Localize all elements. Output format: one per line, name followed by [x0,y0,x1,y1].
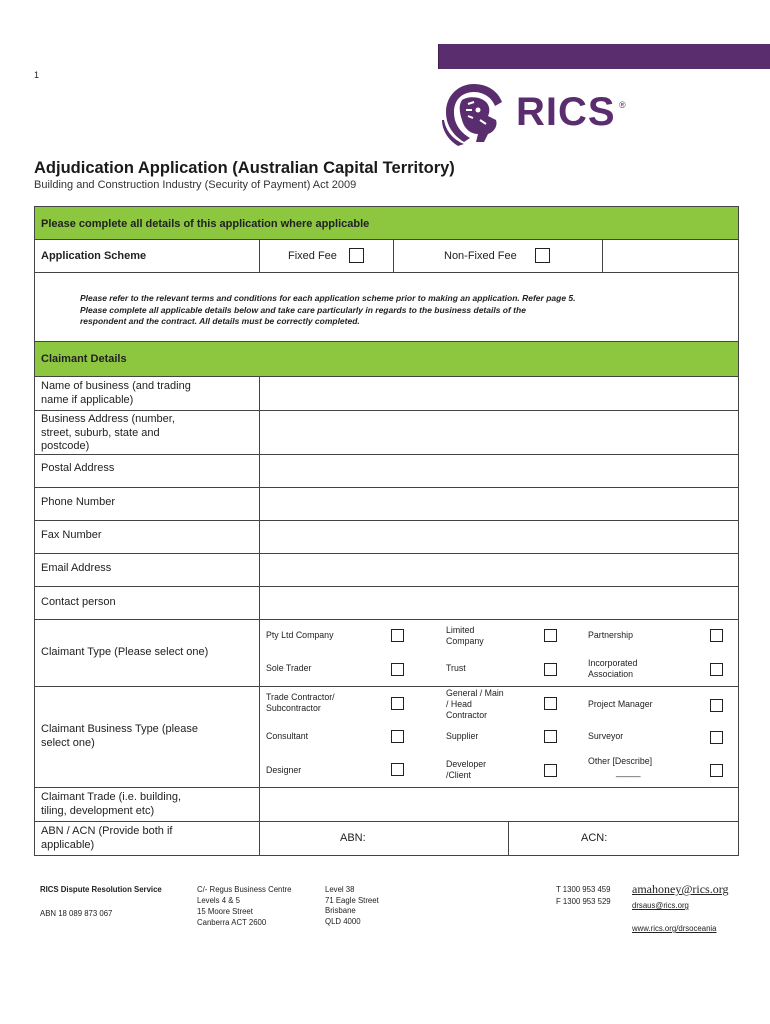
option-consultant: Consultant [266,731,309,741]
scheme-label: Application Scheme [41,250,147,262]
claimant-trade-input[interactable] [259,788,738,821]
note-line: respondent and the contract. All details must be correctly completed. [80,316,360,326]
footer-website-link[interactable]: www.rics.org/drsoceania [632,924,717,933]
limited-company-checkbox[interactable] [544,629,557,642]
footer-address-canberra: C/- Regus Business Centre Levels 4 & 5 15 Moore Street Canberra ACT 2600 [197,885,292,927]
header-purple-bar [438,44,770,69]
note-line: Please refer to the relevant terms and conditions for each application scheme prior to making an application. Refer page 5. [80,293,576,303]
intro-header-text: Please complete all details of this application where applicable [41,218,370,230]
note-line: Please complete all applicable details below and take care particularly in regards to the business details of the [80,304,526,315]
other-checkbox[interactable] [710,764,723,777]
field-label: Email Address [41,562,112,574]
partnership-checkbox[interactable] [710,629,723,642]
option-other-describe: Other [Describe] _____ [588,756,653,777]
general-contractor-checkbox[interactable] [544,697,557,710]
claimant-business-type-row [34,687,739,788]
option-developer-client: Developer /Client [446,759,487,780]
field-row-phone [34,488,739,521]
footer-abn: ABN 18 089 873 067 [40,909,113,918]
field-row-business-address [34,411,739,455]
option-project-manager: Project Manager [588,699,653,709]
logo-wordmark: RICS [516,90,616,134]
field-row-fax [34,521,739,554]
page-number: 1 [34,70,40,80]
registered-mark: ® [619,100,626,110]
footer-email-link[interactable]: amahoney@rics.org [632,882,729,896]
field-label: Phone Number [41,496,115,508]
acn-input[interactable] [508,822,738,855]
claimant-section-title: Claimant Details [41,353,127,365]
abn-input[interactable] [259,822,508,855]
field-row-email [34,554,739,587]
field-label: Fax Number [41,529,102,541]
footer-fax: F 1300 953 529 [556,897,611,906]
trade-contractor-checkbox[interactable] [391,697,404,710]
consultant-checkbox[interactable] [391,730,404,743]
footer-address-brisbane: Level 38 71 Eagle Street Brisbane QLD 4000 [325,885,379,926]
claimant-type-label: Claimant Type (Please select one) [41,646,209,658]
abn-label: ABN: [340,832,366,844]
option-supplier: Supplier [446,731,479,741]
abn-acn-row [34,822,739,856]
option-designer: Designer [266,765,302,775]
option-pty-ltd: Pty Ltd Company [266,630,334,640]
instructions-text [80,293,700,328]
field-row-postal-address [34,455,739,488]
page-subtitle: Building and Construction Industry (Security of Payment) Act 2009 [34,179,357,191]
intro-header-row [34,206,739,240]
instructions-row [34,273,739,342]
option-limited-company: Limited Company [446,625,484,646]
field-row-contact [34,587,739,620]
designer-checkbox[interactable] [391,763,404,776]
postal-address-input[interactable] [259,455,738,487]
option-trust: Trust [446,663,466,673]
business-name-input[interactable] [259,377,738,410]
project-manager-checkbox[interactable] [710,699,723,712]
business-type-label: Claimant Business Type (please select one) [41,723,198,749]
field-label: Business Address (number, street, suburb, state and postcode) [41,413,175,452]
acn-label: ACN: [581,832,608,844]
abn-acn-label: ABN / ACN (Provide both if applicable) [41,825,173,851]
page-title: Adjudication Application (Australian Capital Territory) [34,159,455,177]
claimant-type-row [34,620,739,687]
fax-number-input[interactable] [259,521,738,553]
claimant-trade-row [34,788,739,822]
footer-phone: T 1300 953 459 [556,885,611,894]
trust-checkbox[interactable] [544,663,557,676]
fixed-fee-label: Fixed Fee [288,250,337,262]
option-incorporated-association: Incorporated Association [588,658,638,679]
business-address-input[interactable] [259,411,738,454]
application-scheme-row [34,240,739,273]
footer-drs-email-link[interactable]: drsaus@rics.org [632,901,689,910]
phone-number-input[interactable] [259,488,738,520]
supplier-checkbox[interactable] [544,730,557,743]
trade-label: Claimant Trade (i.e. building, tiling, development etc) [41,791,182,817]
option-trade-contractor: Trade Contractor/ Subcontractor [266,692,335,713]
option-surveyor: Surveyor [588,731,624,741]
rics-logo [440,80,640,146]
non-fixed-fee-checkbox[interactable] [535,248,550,263]
contact-person-input[interactable] [259,587,738,619]
sole-trader-checkbox[interactable] [391,663,404,676]
surveyor-checkbox[interactable] [710,731,723,744]
email-address-input[interactable] [259,554,738,586]
field-label: Postal Address [41,462,115,474]
footer-org: RICS Dispute Resolution Service [40,885,162,894]
option-sole-trader: Sole Trader [266,663,312,673]
lion-head-icon [440,80,510,146]
claimant-section-header [34,342,739,377]
non-fixed-fee-label: Non-Fixed Fee [444,250,517,262]
fixed-fee-checkbox[interactable] [349,248,364,263]
field-row-business-name [34,377,739,411]
pty-ltd-checkbox[interactable] [391,629,404,642]
option-partnership: Partnership [588,630,633,640]
field-label: Name of business (and trading name if applicable) [41,380,191,406]
field-label: Contact person [41,596,116,608]
developer-client-checkbox[interactable] [544,764,557,777]
incorporated-association-checkbox[interactable] [710,663,723,676]
option-general-contractor: General / Main / Head Contractor [446,688,504,720]
